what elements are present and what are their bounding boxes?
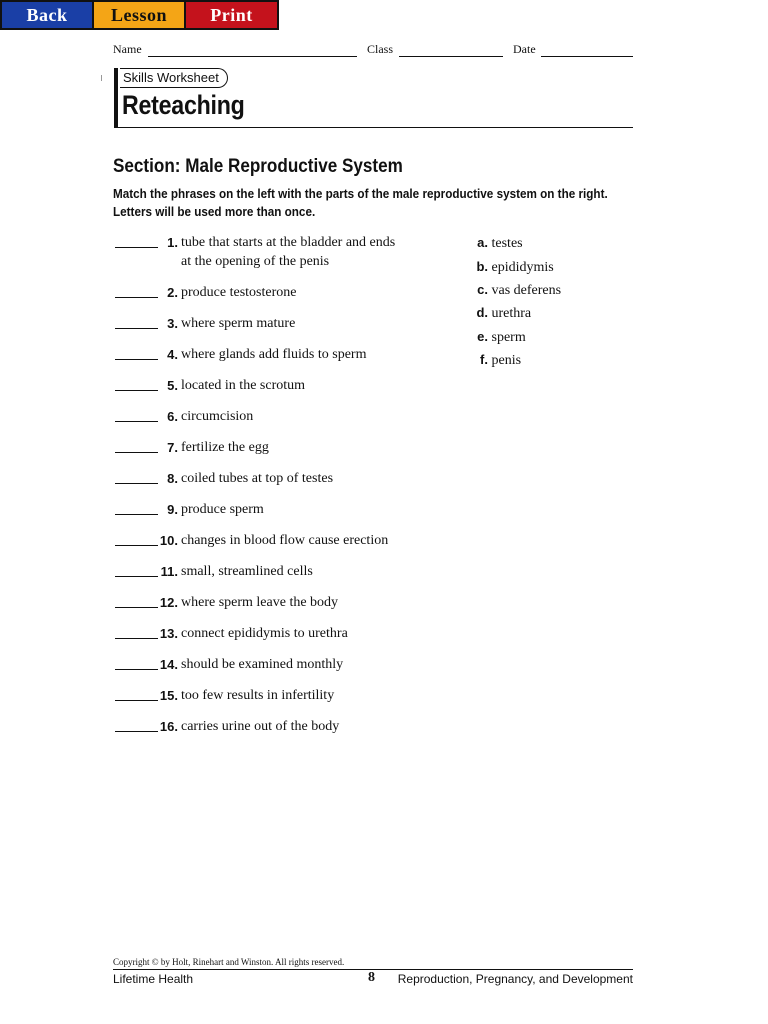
answer-choice — [472, 350, 632, 370]
title-bar — [114, 68, 118, 128]
name-label: Name — [113, 42, 142, 56]
question-item — [113, 686, 453, 708]
question-item — [113, 438, 453, 460]
question-number: 8. — [167, 471, 178, 486]
date-field[interactable] — [541, 56, 633, 57]
question-text: should be examined monthly — [181, 657, 344, 672]
answer-choice — [472, 233, 632, 253]
print-button[interactable]: Print — [185, 0, 279, 30]
answer-letter: c. — [477, 282, 488, 297]
back-button[interactable]: Back — [0, 0, 93, 30]
title-divider — [114, 127, 633, 128]
answer-letter: e. — [477, 329, 488, 344]
answer-letter: d. — [476, 305, 488, 320]
question-item — [113, 717, 453, 739]
question-text: circumcision — [181, 409, 254, 424]
instructions: Match the phrases on the left with the parts of the male reproductive system on the right. Letters will be used more than once. — [113, 186, 608, 219]
question-item — [113, 655, 453, 677]
question-item — [113, 531, 453, 553]
class-label: Class — [367, 42, 394, 56]
question-number: 15. — [159, 688, 178, 703]
question-item — [113, 624, 453, 646]
question-text: located in the scrotum — [181, 378, 306, 393]
answer-choice — [472, 303, 632, 323]
question-number: 1. — [167, 235, 178, 250]
answer-letter: f. — [480, 352, 488, 367]
margin-mark — [101, 75, 102, 81]
worksheet-type-label: Skills Worksheet — [120, 68, 228, 88]
question-text: too few results in infertility — [181, 688, 335, 703]
question-number: 13. — [159, 626, 178, 641]
lesson-button[interactable]: Lesson — [93, 0, 185, 30]
question-number: 4. — [167, 347, 178, 362]
answer-text: vas deferens — [491, 283, 562, 298]
question-text: coiled tubes at top of testes — [181, 471, 334, 486]
answer-text: sperm — [491, 330, 526, 345]
question-item — [113, 233, 453, 275]
question-item — [113, 407, 453, 429]
question-number: 5. — [167, 378, 178, 393]
question-number: 12. — [159, 595, 178, 610]
date-label: Date — [513, 42, 536, 56]
question-item — [113, 593, 453, 615]
question-text: changes in blood flow cause erection — [181, 533, 389, 548]
answer-text: urethra — [491, 306, 532, 321]
question-item — [113, 345, 453, 367]
page-title: Reteaching — [122, 90, 245, 120]
question-number: 11. — [160, 564, 178, 579]
answer-choice — [472, 327, 632, 347]
copyright-notice: Copyright © by Holt, Rinehart and Winston. All rights reserved. — [113, 957, 345, 967]
question-text: where sperm mature — [181, 316, 296, 331]
question-number: 16. — [159, 719, 178, 734]
question-text: connect epididymis to urethra — [181, 626, 348, 641]
answer-choice — [472, 280, 632, 300]
answer-choice — [472, 257, 632, 277]
question-text: where sperm leave the body — [181, 595, 339, 610]
question-item — [113, 500, 453, 522]
question-text: where glands add fluids to sperm — [181, 347, 367, 362]
section-title: Section: Male Reproductive System — [113, 156, 403, 177]
question-text: fertilize the egg — [181, 440, 269, 455]
question-number: 14. — [159, 657, 178, 672]
question-text: produce sperm — [181, 502, 264, 517]
answer-text: testes — [491, 236, 523, 251]
question-text: tube that starts at the bladder and ends — [181, 235, 396, 250]
question-item — [113, 283, 453, 305]
question-text-continued: at the opening of the penis — [181, 254, 330, 269]
name-field[interactable] — [148, 56, 357, 57]
question-number: 7. — [167, 440, 178, 455]
answer-text: epididymis — [491, 260, 554, 275]
question-text: carries urine out of the body — [181, 719, 340, 734]
question-item — [113, 314, 453, 336]
question-number: 6. — [167, 409, 178, 424]
page-number: 8 — [368, 970, 375, 985]
question-text: produce testosterone — [181, 285, 297, 300]
question-number: 2. — [167, 285, 178, 300]
question-number: 9. — [167, 502, 178, 517]
answer-text: penis — [491, 353, 522, 368]
answer-letter: a. — [477, 235, 488, 250]
question-number: 10. — [159, 533, 178, 548]
question-item — [113, 562, 453, 584]
question-text: small, streamlined cells — [181, 564, 313, 579]
footer-book-title: Lifetime Health — [113, 972, 194, 986]
question-item — [113, 469, 453, 491]
question-number: 3. — [167, 316, 178, 331]
question-item — [113, 376, 453, 398]
answer-letter: b. — [476, 259, 488, 274]
nav-bar — [0, 0, 279, 30]
header-fields — [113, 42, 633, 60]
footer-chapter-title: Reproduction, Pregnancy, and Development — [397, 972, 633, 986]
class-field[interactable] — [399, 56, 503, 57]
